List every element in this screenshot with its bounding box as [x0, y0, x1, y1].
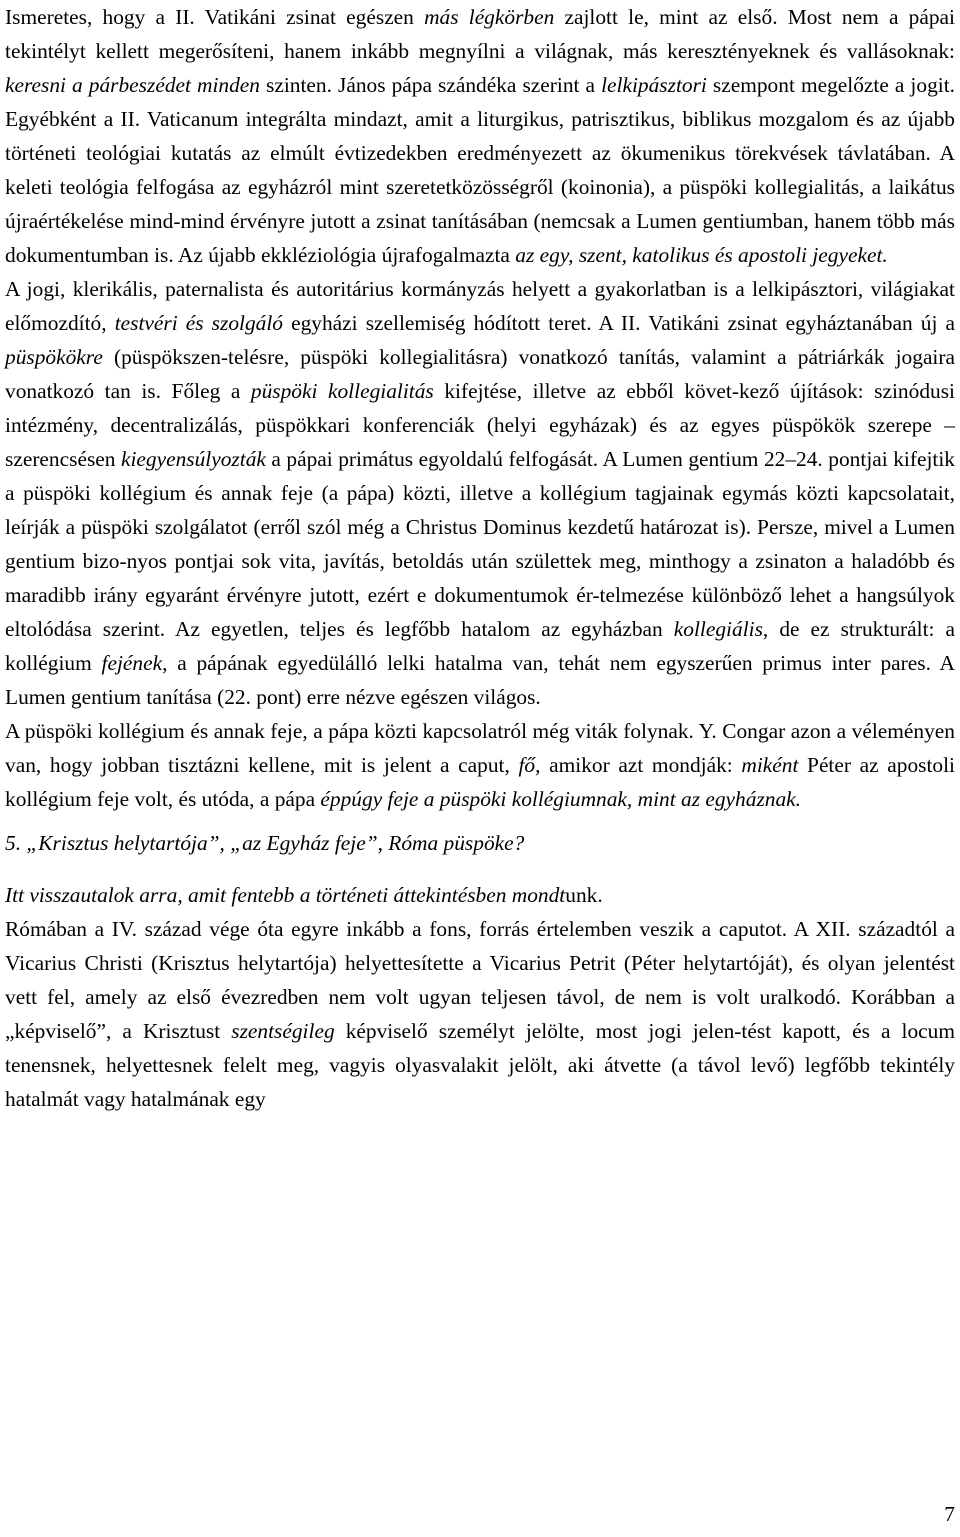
text-run: képviselő személyt jelölte, most jogi jelen-tést kapott, és a locum tenensnek, helyettesnek felelt meg, vagyis olyasvalakit jelölt, aki átvette (a távol levő) legfőbb tekintély hatalmát vagy hatalmának egy: [5, 1019, 956, 1111]
italic-run: püspökökre: [5, 345, 103, 369]
text-run: unk.: [565, 883, 603, 907]
text-run: amikor azt mondják:: [540, 753, 742, 777]
italic-run: az egy, szent, katolikus és apostoli jegyeket.: [515, 243, 888, 267]
spacer: [5, 816, 955, 820]
paragraph-vicarius: [5, 912, 955, 1116]
italic-run: szentségileg: [231, 1019, 335, 1043]
text-run: (püspökszen-telésre, püspöki kollegialitásra) vonatkozó tanítás, valamint a pátriárkák jogaira vonatkozó tan is. Főleg a: [5, 345, 955, 403]
text-run: A jogi, klerikális, paternalista és autoritárius kormányzás helyett a gyakorlatban is a lelkipásztori, világiakat előmozdító,: [5, 277, 955, 335]
text-run: Rómában a IV. század vége óta egyre inkább a fons, forrás értelemben veszik a caputot. A XII. századtól a Vicarius Christi (Krisztus helytartója) helyettesítette a Vicarius Petrit (Péter helytartóját), és olyan jelentést vett fel, amely az első évezredben nem volt ugyan teljesen távol, de nem is volt uralkodó. Korábban a „képviselő”, a Krisztust: [5, 917, 955, 1043]
italic-run: püspöki kollegialitás: [250, 379, 434, 403]
text-run: kifejtése, illetve az ebből követ-kező újítások: szinódusi intézmény, decentralizálás, püspökkari konferenciák (helyi egyházak) és az egyes püspökök szerepe – szerencsésen: [5, 379, 955, 471]
text-run: , de ez strukturált: a kollégium: [5, 617, 956, 675]
document-page: [5, 0, 955, 1116]
paragraph-collegiality: [5, 272, 955, 714]
text-run: szempont megelőzte a jogit. Egyébként a II. Vaticanum integrálta mindazt, amit a liturgikus, patrisztikus, biblikus mozgalom és az újabb történeti teológiai kutatás az elmúlt évtizedekben eredményezett az ökumenikus törekvések távlatában. A keleti teológia felfogása az egyházról mint szeretetközösségről (koinonia), a püspöki kollegialitás, a laikátus újraértékelése mind-mind érvényre jutott a zsinat tanításában (nemcsak a Lumen gentiumban, hanem több más dokumentumban is. Az újabb ekkléziológia újrafogalmazta: [5, 73, 955, 267]
paragraph-reference: [5, 878, 955, 912]
italic-run: miként: [741, 753, 799, 777]
page-number: 7: [944, 1502, 955, 1526]
text-run: szinten. János pápa szándéka szerint a: [259, 73, 602, 97]
text-run: zajlott le, mint az első. Most nem a pápai tekintélyt kellett megerősíteni, hanem inkább megnyílni a világnak, más keresztényeknek és vallásoknak:: [5, 5, 955, 63]
italic-run: testvéri és szolgáló: [114, 311, 283, 335]
text-run: A püspöki kollégium és annak feje, a pápa közti kapcsolatról még viták folynak. Y. Congar azon a véleményen van, hogy jobban tisztázni kellene, mit is jelent a caput,: [5, 719, 955, 777]
italic-run: fő,: [518, 753, 541, 777]
italic-run: keresni a párbeszédet minden: [5, 73, 260, 97]
text-run: Péter az apostoli kollégium feje volt, és utóda, a pápa: [5, 753, 955, 811]
italic-run: Itt visszautalok arra, amit fentebb a történeti áttekintésben mondt: [5, 883, 566, 907]
italic-run: lelkipásztori: [601, 73, 707, 97]
italic-run: más légkörben: [424, 5, 555, 29]
text-run: , a pápának egyedülálló lelki hatalma van, tehát nem egyszerűen primus inter pares. A Lumen gentium tanítása (22. pont) erre nézve egészen világos.: [5, 651, 955, 709]
text-run: Ismeretes, hogy a II. Vatikáni zsinat egészen: [5, 5, 425, 29]
italic-run: fejének: [101, 651, 163, 675]
italic-run: kiegyensúlyozták: [120, 447, 266, 471]
paragraph-vatican-council: [5, 0, 955, 272]
section-heading: 5. „Krisztus helytartója”, „az Egyház feje”, Róma püspöke?: [5, 831, 525, 855]
paragraph-congar: [5, 714, 955, 816]
text-run: egyházi szellemiség hódított teret. A II. Vatikáni zsinat egyháztanában új a: [283, 311, 955, 335]
italic-run: éppúgy feje a püspöki kollégiumnak, mint az egyháznak.: [320, 787, 802, 811]
text-run: a pápai primátus egyoldalú felfogását. A Lumen gentium 22–24. pontjai kifejtik a püspöki kollégium és annak feje (a pápa) közti, illetve a kollégium tagjainak egymás közti kapcsolatait, leírják a püspöki szolgálatot (erről szól még a Christus Dominus kezdetű határozat is). Persze, mivel a Lumen gentium bizo-nyos pontjai sok vita, javítás, betoldás után születtek meg, minthogy a zsinaton a haladóbb és maradibb irány egyaránt érvényre jutott, ezért e dokumentumok ér-telmezése különböző lehet a hangsúlyok eltolódása szerint. Az egyetlen, teljes és legfőbb hatalom az egyházban: [5, 447, 955, 641]
italic-run: kollegiális: [673, 617, 763, 641]
